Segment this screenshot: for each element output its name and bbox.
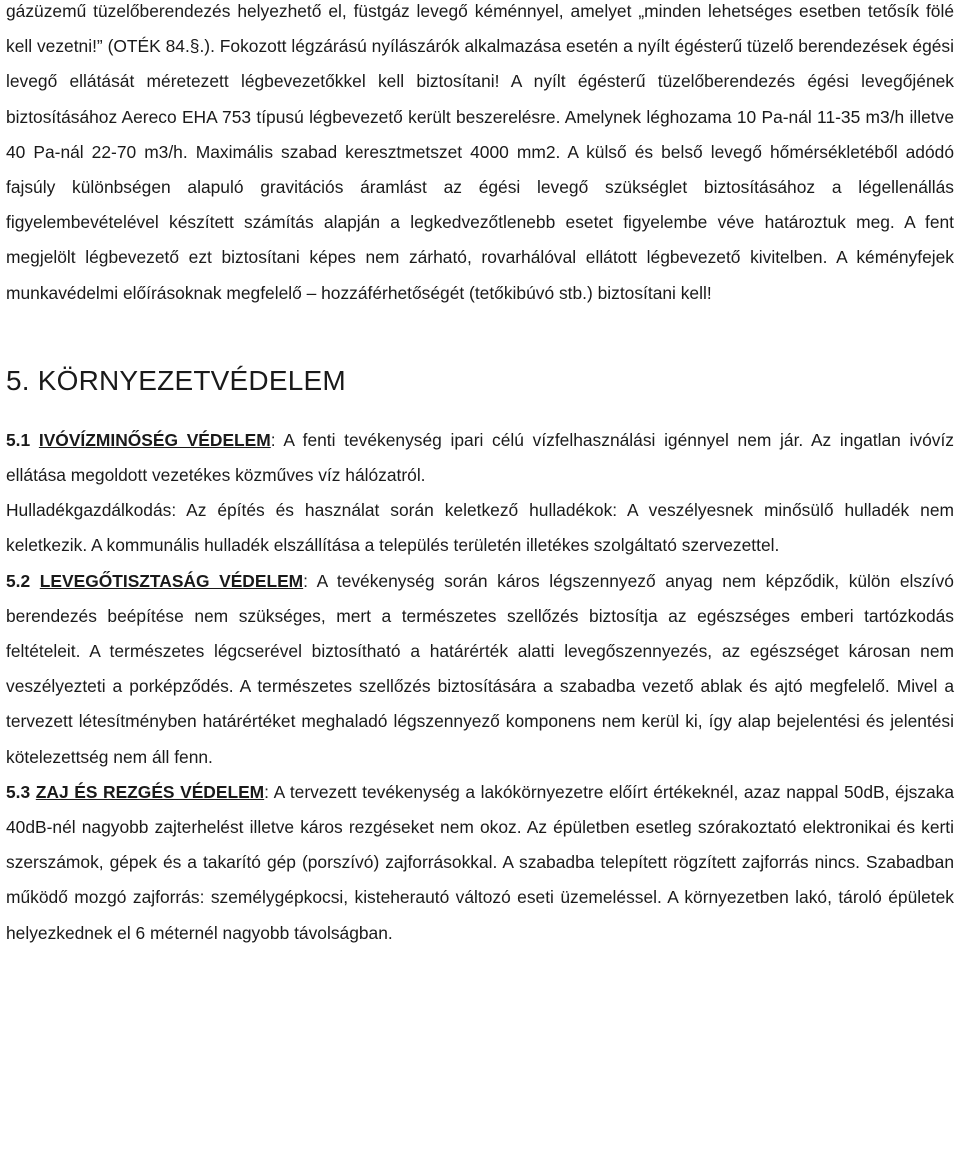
section-5-1-paragraph (6, 423, 954, 493)
section-5-2-title: LEVEGŐTISZTASÁG VÉDELEM (39, 570, 304, 591)
section-5-1-number: 5.1 (6, 429, 31, 450)
section-5-3-paragraph (6, 775, 954, 951)
section-5-2-text: : A tevékenység során káros légszennyező anyag nem képződik, külön elszívó berendezés beépítése nem szükséges, mert a természetes szellőzés biztosítja az egészséges emberi tartózkodás feltételeit. A természetes légcserével biztosítható a határérték alatti levegőszennyezés, az egészséget károsan nem veszélyezteti a porképződés. A természetes szellőzés biztosítására a szabadba vezető ablak és ajtó megfelelő. Mivel a tervezett létesítményben határértéket meghaladó légszennyező komponens nem kerül ki, így alap bejelentési és jelentési kötelezettség nem áll fenn. (6, 570, 954, 767)
waste-management-paragraph: Hulladékgazdálkodás: Az építés és használat során keletkező hulladékok: A veszélyesnek minősülő hulladék nem keletkezik. A kommunális hulladék elszállítása a település területén illetékes szolgáltató szervezettel. (6, 500, 954, 556)
section-5-2-number: 5.2 (6, 570, 31, 591)
section-5-2-paragraph (6, 564, 954, 775)
section-5-1-title: IVÓVÍZMINŐSÉG VÉDELEM (38, 429, 271, 450)
section-5-3-title: ZAJ ÉS REZGÉS VÉDELEM (35, 781, 265, 802)
section-5-1-text: : A fenti tevékenység ipari célú vízfelhasználási igénnyel nem jár. Az ingatlan ivóvíz ellátása megoldott vezetékes közműves víz hálózatról. (6, 429, 954, 486)
intro-paragraph: gázüzemű tüzelőberendezés helyezhető el, füstgáz levegő kéménnyel, amelyet „minden lehetséges esetben tetősík fölé kell vezetni!” (OTÉK 84.§.). Fokozott légzárású nyílászárók alkalmazása esetén a nyílt égésterű tüzelő berendezések égési levegő ellátását méretezett légbevezetőkkel kell biztosítani! A nyílt égésterű tüzelőberendezés égési levegőjének biztosításához Aereco EHA 753 típusú légbevezető került beszerelésre. Amelynek léghozama 10 Pa-nál 11-35 m3/h illetve 40 Pa-nál 22-70 m3/h. Maximális szabad keresztmetszet 4000 mm2. A külső és belső levegő hőmérsékletéből adódó fajsúly különbségen alapuló gravitációs áramlást az égési levegő szükséglet biztosításához a légellenállás figyelembevételével készített számítás alapján a legkedvezőtlenebb esetet figyelembe véve határoztuk meg. A fent megjelölt légbevezető ezt biztosítani képes nem zárható, rovarhálóval ellátott légbevezető kivitelben. A kéményfejek munkavédelmi előírásoknak megfelelő – hozzáférhetőségét (tetőkibúvó stb.) biztosítani kell! (6, 1, 954, 303)
chapter-heading: 5. KÖRNYEZETVÉDELEM (6, 364, 346, 396)
section-5-3-number: 5.3 (6, 781, 31, 802)
section-5-3-text: : A tervezett tevékenység a lakókörnyezetre előírt értékeknél, azaz nappal 50dB, éjszaka 40dB-nél nagyobb zajterhelést illetve káros rezgéseket nem okoz. Az épületben esetleg szórakoztató elektronikai és kerti szerszámok, gépek és a takarító gép (porszívó) zajforrásokkal. A szabadba telepített rögzített zajforrás nincs. Szabadban működő mozgó zajforrás: személygépkocsi, kisteherautó változó eseti üzemeléssel. A környezetben lakó, tároló épületek helyezkednek el 6 méternél nagyobb távolságban. (6, 781, 954, 943)
